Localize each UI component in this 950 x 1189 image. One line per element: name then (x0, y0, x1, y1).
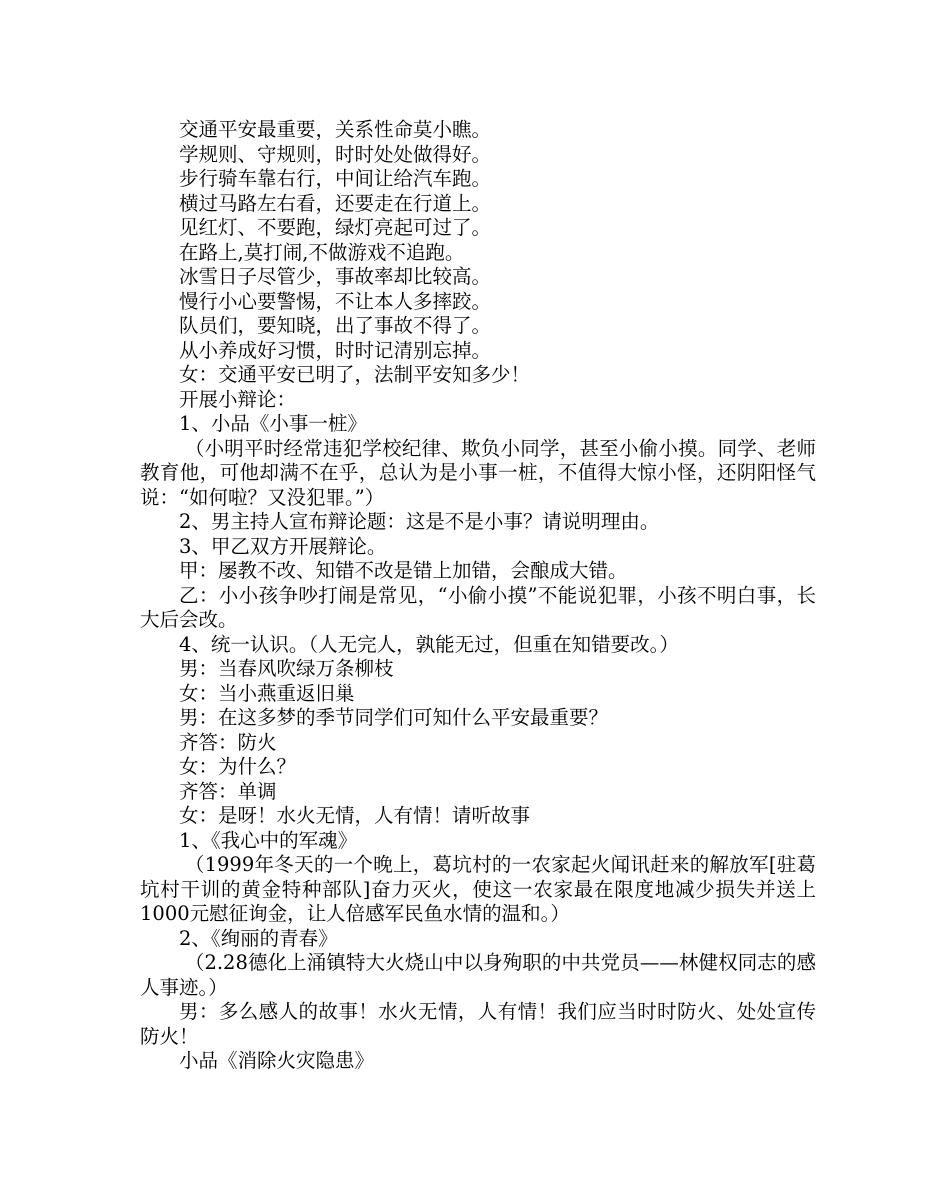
verse-line: 学规则、守规则，时时处处做得好。 (179, 142, 492, 166)
dialogue-line: 男：多么感人的故事！水火无情，人有情！我们应当时时防火、处处宣传防火！ (140, 1000, 816, 1048)
story-description: （1999年冬天的一个晚上，葛坑村的一农家起火闻讯赶来的解放军[驻葛坑村干训的黄金特种部队]奋力灭火，使这一农家最在限度地减少损失并送上1000元慰征询金，让人倍感军民鱼水情的温和。） (140, 853, 816, 925)
verse-line: 在路上,莫打闹,不做游戏不追跑。 (179, 240, 465, 264)
dialogue-line: 男：在这多梦的季节同学们可知什么平安最重要？ (179, 706, 609, 729)
dialogue-line: 乙：小小孩争吵打闹是常见，“小偷小摸”不能说犯罪，小孩不明白事，长大后会改。 (140, 583, 816, 631)
verse-line: 横过马路左右看，还要走在行道上。 (179, 191, 492, 215)
dialogue-line: 女：是呀！水火无情，人有情！请听故事 (179, 804, 531, 827)
dialogue-line: 女：当小燕重返旧巢 (179, 681, 355, 705)
verse-line: 慢行小心要警惕，不让本人多摔跤。 (179, 289, 492, 313)
section-heading: 小品《消除火灾隐患》 (179, 1049, 375, 1072)
skit-description: （小明平时经常违犯学校纪律、欺负小同学，甚至小偷小摸。同学、老师教育他，可他却满不在乎，总认为是小事一桩，不值得大惊小怪，还阴阳怪气说：“如何啦？又没犯罪。”） (140, 436, 816, 509)
list-item: 2、男主持人宣布辩论题：这是不是小事？请说明理由。 (179, 510, 660, 533)
dialogue-line: 齐答：单调 (179, 779, 277, 803)
verse-line: 见红灯、不要跑，绿灯亮起可过了。 (179, 216, 492, 239)
list-item: 2、《绚丽的青春》 (179, 926, 338, 950)
document-body (140, 118, 816, 1074)
list-item: 4、统一认识。（人无完人，孰能无过，但重在知错要改。） (179, 632, 679, 656)
verse-line: 步行骑车靠右行，中间让给汽车跑。 (179, 167, 492, 190)
dialogue-line: 齐答：防火 (179, 730, 277, 754)
dialogue-line: 男：当春风吹绿万条柳枝 (179, 657, 394, 680)
verse-line: 冰雪日子尽管少，事故率却比较高。 (179, 265, 492, 288)
list-item: 1、小品《小事一桩》 (179, 412, 367, 435)
dialogue-line: 女：交通平安已明了，法制平安知多少！ (179, 363, 531, 386)
dialogue-line: 女：为什么？ (179, 755, 297, 778)
verse-line: 交通平安最重要，关系性命莫小瞧。 (179, 118, 492, 141)
list-item: 1、《我心中的军魂》 (179, 828, 358, 852)
list-item: 3、甲乙双方开展辩论。 (179, 534, 387, 558)
section-heading: 开展小辩论： (179, 387, 297, 411)
dialogue-line: 甲：屡教不改、知错不改是错上加错，会酿成大错。 (179, 559, 628, 582)
story-description: （2.28德化上涌镇特大火烧山中以身殉职的中共党员——林健权同志的感人事迹。） (140, 951, 816, 999)
verse-line: 从小养成好习惯，时时记清别忘掉。 (179, 338, 492, 362)
verse-line: 队员们，要知晓，出了事故不得了。 (179, 314, 492, 337)
